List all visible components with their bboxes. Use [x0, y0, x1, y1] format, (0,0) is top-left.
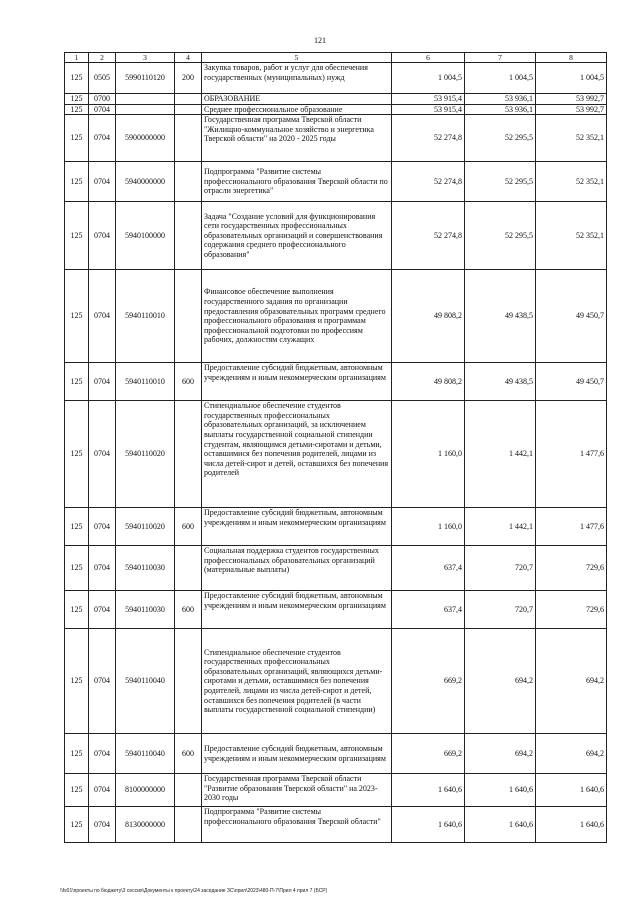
amount-col8: 1 477,6 — [536, 401, 607, 508]
chapter-code: 125 — [65, 546, 89, 591]
table-row — [65, 508, 607, 546]
target-article-code: 5940110040 — [116, 629, 175, 734]
row-description: Стипендиальное обеспечение студентов государственных профессиональных образовательных организаций, за исключением выплаты государственной социальной стипендии студентам, являющимся детьми-сиротами и детьми, оставшимися без попечения родителей, лицами из числа детей-сирот и детей, оставшихся без попечения родителей — [202, 401, 392, 508]
expense-type-code: 600 — [175, 508, 202, 546]
target-article-code: 5990110120 — [116, 63, 175, 94]
section-code: 0704 — [89, 115, 116, 162]
amount-col8: 1 477,6 — [536, 508, 607, 546]
target-article-code: 5940110020 — [116, 508, 175, 546]
expense-type-code — [175, 162, 202, 202]
row-description: ОБРАЗОВАНИЕ — [202, 94, 392, 105]
amount-col8: 729,6 — [536, 546, 607, 591]
table-row — [65, 162, 607, 202]
column-header: 3 — [116, 53, 175, 63]
amount-col7: 53 936,1 — [465, 94, 536, 105]
expense-type-code: 200 — [175, 63, 202, 94]
chapter-code: 125 — [65, 401, 89, 508]
section-code: 0704 — [89, 401, 116, 508]
amount-col6: 49 808,2 — [392, 363, 465, 401]
target-article-code: 5940110020 — [116, 401, 175, 508]
column-header: 1 — [65, 53, 89, 63]
section-code: 0704 — [89, 591, 116, 629]
amount-col7: 720,7 — [465, 591, 536, 629]
table-row — [65, 115, 607, 162]
amount-col8: 53 992,7 — [536, 104, 607, 115]
column-header: 2 — [89, 53, 116, 63]
amount-col6: 1 160,0 — [392, 508, 465, 546]
amount-col8: 52 352,1 — [536, 162, 607, 202]
column-header: 5 — [202, 53, 392, 63]
amount-col8: 1 640,6 — [536, 807, 607, 843]
footer-file-path: \\fs01\проекты по бюджету\3 сессия\Документы к проекту\24 заседание ЗС\прил\2023\480-П-7\Прил 4 прил 7 (БСР) — [60, 888, 328, 894]
target-article-code — [116, 94, 175, 105]
amount-col8: 729,6 — [536, 591, 607, 629]
chapter-code: 125 — [65, 734, 89, 774]
amount-col6: 1 640,6 — [392, 774, 465, 807]
amount-col7: 1 004,5 — [465, 63, 536, 94]
section-code: 0704 — [89, 162, 116, 202]
expense-type-code — [175, 807, 202, 843]
amount-col7: 694,2 — [465, 734, 536, 774]
chapter-code: 125 — [65, 508, 89, 546]
amount-col7: 53 936,1 — [465, 104, 536, 115]
chapter-code: 125 — [65, 104, 89, 115]
expense-type-code — [175, 104, 202, 115]
row-description: Предоставление субсидий бюджетным, автономным учреждениям и иным некоммерческим организациям — [202, 591, 392, 629]
table-row — [65, 774, 607, 807]
amount-col7: 49 438,5 — [465, 270, 536, 363]
row-description: Предоставление субсидий бюджетным, автономным учреждениям и иным некоммерческим организациям — [202, 363, 392, 401]
row-description: Предоставление субсидий бюджетным, автономным учреждениям и иным некоммерческим организациям — [202, 734, 392, 774]
amount-col6: 1 004,5 — [392, 63, 465, 94]
amount-col6: 49 808,2 — [392, 270, 465, 363]
expense-type-code: 600 — [175, 363, 202, 401]
amount-col7: 1 640,6 — [465, 807, 536, 843]
target-article-code: 5940100000 — [116, 202, 175, 270]
section-code: 0505 — [89, 63, 116, 94]
table-row — [65, 63, 607, 94]
row-description: Финансовое обеспечение выполнения государственного задания по организации предоставления образовательных программ среднего профессионального образования и программам профессиональной подготовки по профессиям рабочих, должностям служащих — [202, 270, 392, 363]
amount-col8: 52 352,1 — [536, 115, 607, 162]
amount-col7: 1 640,6 — [465, 774, 536, 807]
amount-col6: 1 640,6 — [392, 807, 465, 843]
row-description: Среднее профессиональное образование — [202, 104, 392, 115]
chapter-code: 125 — [65, 629, 89, 734]
amount-col7: 694,2 — [465, 629, 536, 734]
section-code: 0704 — [89, 774, 116, 807]
chapter-code: 125 — [65, 115, 89, 162]
section-code: 0704 — [89, 546, 116, 591]
column-header: 7 — [465, 53, 536, 63]
expense-type-code — [175, 94, 202, 105]
column-header: 6 — [392, 53, 465, 63]
amount-col6: 1 160,0 — [392, 401, 465, 508]
amount-col8: 52 352,1 — [536, 202, 607, 270]
section-code: 0704 — [89, 104, 116, 115]
section-code: 0704 — [89, 363, 116, 401]
amount-col7: 1 442,1 — [465, 401, 536, 508]
chapter-code: 125 — [65, 162, 89, 202]
expense-type-code — [175, 774, 202, 807]
table-row — [65, 94, 607, 105]
amount-col7: 52 295,5 — [465, 115, 536, 162]
table-row — [65, 104, 607, 115]
table-row — [65, 734, 607, 774]
section-code: 0704 — [89, 734, 116, 774]
expense-type-code — [175, 270, 202, 363]
section-code: 0704 — [89, 202, 116, 270]
amount-col6: 637,4 — [392, 591, 465, 629]
chapter-code: 125 — [65, 363, 89, 401]
chapter-code: 125 — [65, 774, 89, 807]
expense-type-code — [175, 401, 202, 508]
target-article-code: 5940110030 — [116, 591, 175, 629]
table-row — [65, 629, 607, 734]
target-article-code: 8100000000 — [116, 774, 175, 807]
amount-col8: 694,2 — [536, 629, 607, 734]
amount-col6: 52 274,8 — [392, 115, 465, 162]
section-code: 0700 — [89, 94, 116, 105]
amount-col6: 52 274,8 — [392, 202, 465, 270]
amount-col8: 49 450,7 — [536, 270, 607, 363]
amount-col8: 49 450,7 — [536, 363, 607, 401]
target-article-code: 5940110040 — [116, 734, 175, 774]
amount-col6: 53 915,4 — [392, 104, 465, 115]
chapter-code: 125 — [65, 94, 89, 105]
row-description: Государственная программа Тверской области "Развитие образования Тверской области" на 2023-2030 годы — [202, 774, 392, 807]
amount-col7: 49 438,5 — [465, 363, 536, 401]
amount-col6: 52 274,8 — [392, 162, 465, 202]
target-article-code: 5940110010 — [116, 363, 175, 401]
expense-type-code — [175, 115, 202, 162]
amount-col6: 637,4 — [392, 546, 465, 591]
section-code: 0704 — [89, 270, 116, 363]
chapter-code: 125 — [65, 63, 89, 94]
section-code: 0704 — [89, 629, 116, 734]
page-number: 121 — [314, 36, 326, 45]
table-row — [65, 591, 607, 629]
amount-col6: 669,2 — [392, 734, 465, 774]
target-article-code: 5940110010 — [116, 270, 175, 363]
expense-type-code — [175, 202, 202, 270]
budget-table — [64, 52, 607, 843]
table-row — [65, 202, 607, 270]
row-description: Задача "Создание условий для функционирования сети государственных профессиональных образовательных организаций и совершенствования содержания среднего профессионального образования" — [202, 202, 392, 270]
chapter-code: 125 — [65, 202, 89, 270]
amount-col7: 720,7 — [465, 546, 536, 591]
amount-col6: 669,2 — [392, 629, 465, 734]
column-header: 4 — [175, 53, 202, 63]
table-row — [65, 546, 607, 591]
target-article-code: 5940110030 — [116, 546, 175, 591]
target-article-code — [116, 104, 175, 115]
table-row — [65, 401, 607, 508]
column-header: 8 — [536, 53, 607, 63]
amount-col8: 1 004,5 — [536, 63, 607, 94]
chapter-code: 125 — [65, 807, 89, 843]
expense-type-code — [175, 546, 202, 591]
row-description: Закупка товаров, работ и услуг для обеспечения государственных (муниципальных) нужд — [202, 63, 392, 94]
table-row — [65, 807, 607, 843]
section-code: 0704 — [89, 508, 116, 546]
target-article-code: 5940000000 — [116, 162, 175, 202]
target-article-code: 5900000000 — [116, 115, 175, 162]
chapter-code: 125 — [65, 591, 89, 629]
chapter-code: 125 — [65, 270, 89, 363]
column-number-header — [65, 53, 607, 63]
table-row — [65, 270, 607, 363]
expense-type-code: 600 — [175, 591, 202, 629]
table-row — [65, 363, 607, 401]
row-description: Социальная поддержка студентов государственных профессиональных образовательных организаций (материальные выплаты) — [202, 546, 392, 591]
amount-col8: 694,2 — [536, 734, 607, 774]
row-description: Стипендиальное обеспечение студентов государственных профессиональных образовательных организаций, являющихся детьми-сиротами и детьми, оставшимися без попечения родителей, лицами из числа детей-сирот и детей, оставшихся без попечения родителей (в части выплаты государственной социальной стипендии) — [202, 629, 392, 734]
amount-col6: 53 915,4 — [392, 94, 465, 105]
expense-type-code — [175, 629, 202, 734]
amount-col7: 52 295,5 — [465, 162, 536, 202]
amount-col7: 52 295,5 — [465, 202, 536, 270]
section-code: 0704 — [89, 807, 116, 843]
row-description: Подпрограмма "Развитие системы профессионального образования Тверской области по отрасли энергетика" — [202, 162, 392, 202]
expense-type-code: 600 — [175, 734, 202, 774]
amount-col8: 1 640,6 — [536, 774, 607, 807]
amount-col8: 53 992,7 — [536, 94, 607, 105]
target-article-code: 8130000000 — [116, 807, 175, 843]
amount-col7: 1 442,1 — [465, 508, 536, 546]
row-description: Государственная программа Тверской области "Жилищно-коммунальное хозяйство и энергетика Тверской области" на 2020 - 2025 годы — [202, 115, 392, 162]
row-description: Предоставление субсидий бюджетным, автономным учреждениям и иным некоммерческим организациям — [202, 508, 392, 546]
row-description: Подпрограмма "Развитие системы профессионального образования Тверской области" — [202, 807, 392, 843]
